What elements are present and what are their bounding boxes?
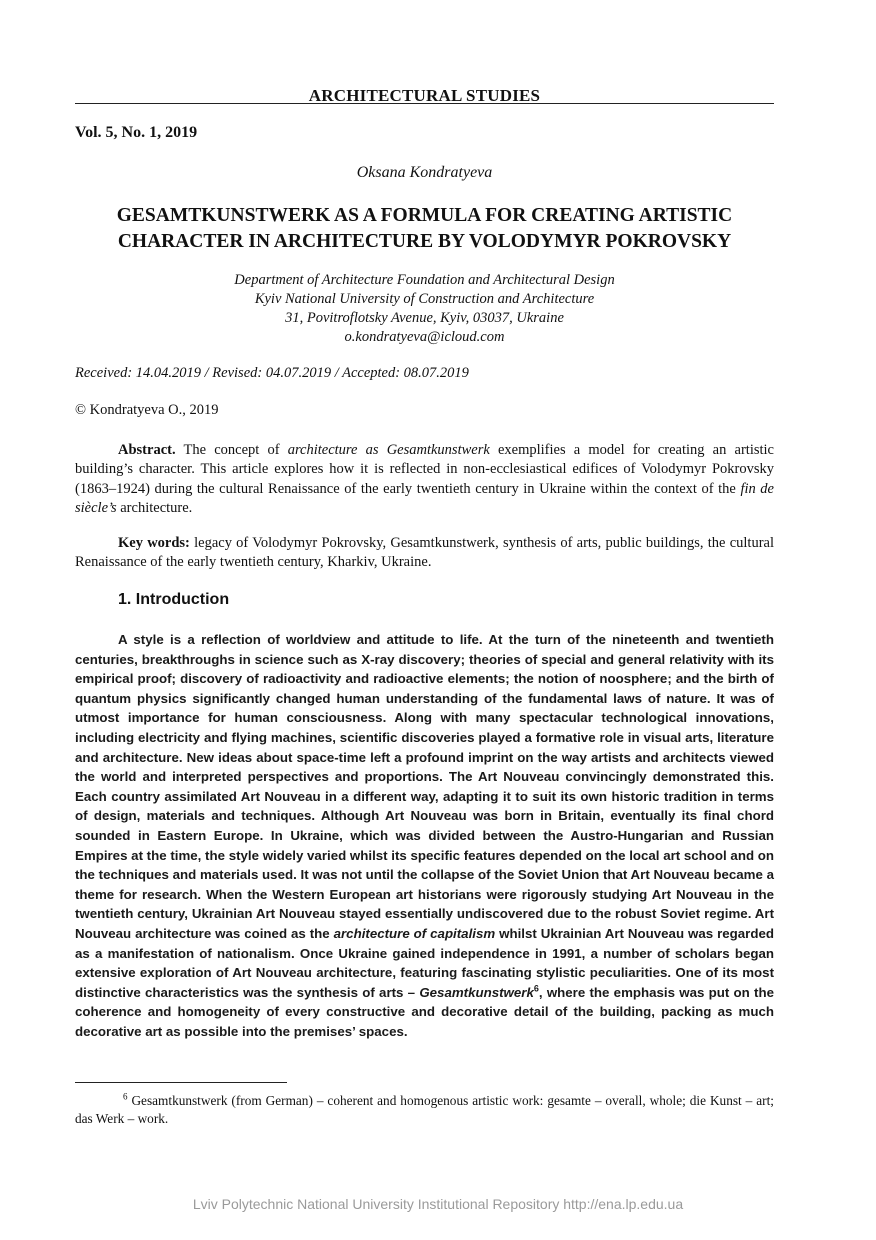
affiliation — [75, 271, 774, 347]
header-rule — [75, 103, 774, 104]
footnote-marker: 6 — [123, 1091, 128, 1102]
footnote — [75, 1092, 774, 1128]
abstract-emphasis-2: fin de siècle’s — [75, 480, 774, 516]
abstract-text-3: architecture. — [116, 499, 193, 516]
intro-text-1: A style is a reflection of worldview and attitude to life. At the turn of the nineteenth and twentieth centuries, breakthroughs in science such as X-ray discovery; theories of special and general relativity with its empirical proof; discovery of radioactivity and radioactive elements; the notion of noosphere; and the birth of quantum physics significantly changed human understanding of the fundamental laws of nature. It was of utmost importance for human consciousness. Along with many spectacular technological innovations, including electricity and flying machines, scientific discoveries played a formative role in visual arts, literature and architecture. New ideas about space-time left a profound imprint on the way artists and architects viewed the world and interpreted perspectives and proportions. The Art Nouveau convincingly demonstrated this. Each country assimilated Art Nouveau in a different way, adapting it to suit its own historic tradition in terms of design, materials and techniques. Although Art Nouveau was born in Britain, eventually its final chord sounded in Eastern Europe. In Ukraine, which was divided between the Austro-Hungarian and Russian Empires at the time, the style widely varied whilst its specific features depended on the local art school and on the techniques and materials used. It was not until the collapse of the Soviet Union that Art Nouveau became a theme for research. When the Western European art historians were rigorously studying Art Nouveau in the twentieth century, Ukrainian Art Nouveau stayed essentially undiscovered due to the robust Soviet regime. Art Nouveau architecture was coined as the — [75, 632, 775, 941]
intro-text-3: , where the emphasis was put on the coherence and homogeneity of every constructive and decorative detail of the building, packing as much decorative art as possible into the premises’ spaces. — [75, 984, 774, 1039]
paper-title — [75, 203, 774, 255]
intro-emphasis-1: architecture of capitalism — [333, 925, 496, 941]
title-line-1: GESAMTKUNSTWERK AS A FORMULA FOR CREATING ARTISTIC — [116, 205, 733, 226]
abstract-label: Abstract. — [118, 442, 176, 458]
university: Kyiv National University of Construction and Architecture — [254, 291, 595, 307]
abstract-text-2: exemplifies a model for creating an artistic building’s character. This article explores how it is reflected in non-ecclesiastical edifices of Volodymyr Pokrovsky (1863–1924) during the cultural Renaissance of the early twentieth century in Ukraine within the context of the — [75, 442, 774, 497]
submission-dates: Received: 14.04.2019 / Revised: 04.07.2019 / Accepted: 08.07.2019 — [75, 365, 469, 381]
abstract — [75, 441, 774, 518]
keywords-label: Key words: — [118, 535, 190, 551]
volume-info: Vol. 5, No. 1, 2019 — [75, 124, 198, 141]
repository-footer: Lviv Polytechnic National University Institutional Repository http://ena.lp.edu.ua — [192, 1196, 684, 1212]
intro-text-2: whilst Ukrainian Art Nouveau was regarded as a manifestation of nationalism. Once Ukraine gained independence in 1991, a number of scholars began extensive exploration of Art Nouveau architecture, featuring fascinating stylistic peculiarities. One of its most distinctive characteristics was the synthesis of arts – — [75, 925, 774, 1000]
address: 31, Povitroflotsky Avenue, Kyiv, 03037, Ukraine — [285, 310, 564, 326]
title-line-2: CHARACTER IN ARCHITECTURE BY VOLODYMYR POKROVSKY — [117, 231, 732, 252]
abstract-emphasis-1: architecture as Gesamtkunstwerk — [287, 442, 490, 458]
section-heading: 1. Introduction — [118, 591, 230, 608]
footnote-text: Gesamtkunstwerk (from German) – coherent and homogenous artistic work: gesamte – overall, whole; die Kunst – art; das Werk – work. — [75, 1093, 774, 1126]
department: Department of Architecture Foundation and Architectural Design — [234, 272, 615, 288]
footnote-reference[interactable]: 6 — [533, 983, 539, 994]
keywords-text: legacy of Volodymyr Pokrovsky, Gesamtkunstwerk, synthesis of arts, public buildings, the cultural Renaissance of the early twentieth century, Kharkiv, Ukraine. — [75, 535, 774, 571]
footnote-rule — [75, 1082, 287, 1083]
intro-emphasis-2: Gesamtkunstwerk — [419, 984, 534, 1000]
copyright: © Kondratyeva O., 2019 — [75, 402, 219, 418]
journal-name: ARCHITECTURAL STUDIES — [308, 86, 541, 105]
abstract-text-1: The concept of — [175, 442, 288, 458]
email: o.kondratyeva@icloud.com — [344, 329, 505, 345]
introduction-paragraph — [75, 630, 774, 1041]
author-name: Oksana Kondratyeva — [356, 164, 493, 181]
keywords — [75, 534, 774, 573]
